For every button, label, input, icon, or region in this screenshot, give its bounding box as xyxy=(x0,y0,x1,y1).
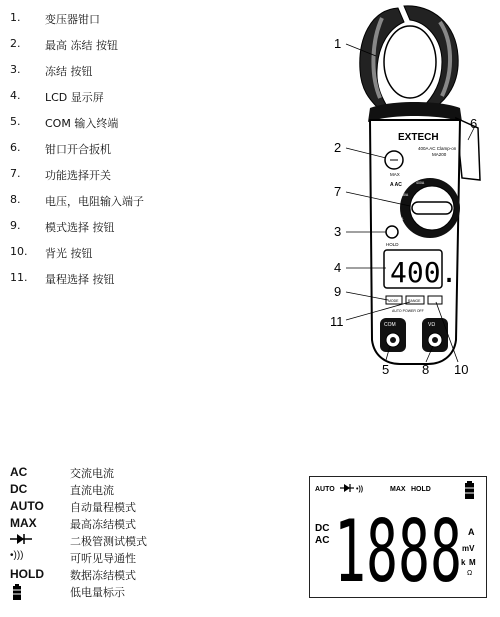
lcd-segments xyxy=(310,477,486,597)
lcd-unit-k: k xyxy=(461,558,466,567)
part-label: LCD 显示屏 xyxy=(45,91,104,104)
part-label: 变压器钳口 xyxy=(45,13,100,26)
vohm-label: VΩ xyxy=(428,322,436,328)
part-label: 功能选择开关 xyxy=(45,169,111,182)
com-label: COM xyxy=(384,322,396,328)
dial-label: V AC xyxy=(414,241,422,245)
legend-description: 二极管测试模式 xyxy=(70,535,147,548)
part-label: 最高 冻结 按钮 xyxy=(45,39,118,52)
part-label: 冻结 按钮 xyxy=(45,65,93,78)
lcd-unit-mv: mV xyxy=(462,544,475,553)
callout-number: 4 xyxy=(334,260,342,275)
max-button-label: MAX xyxy=(390,172,400,177)
part-label: COM 输入终端 xyxy=(45,117,119,130)
callout-number: 2 xyxy=(334,140,342,155)
part-number: 8. xyxy=(10,193,21,206)
callout-number: 7 xyxy=(334,184,342,199)
lcd-ac: AC xyxy=(315,535,330,546)
dial-label: V DC xyxy=(402,233,411,237)
brand-label: EXTECH xyxy=(398,132,439,143)
mode-button-label: MODE xyxy=(388,299,399,303)
part-number: 7. xyxy=(10,167,21,180)
continuity-icon: •))) xyxy=(10,550,24,561)
clamp-meter-illustration xyxy=(330,0,500,390)
part-number: 5. xyxy=(10,115,21,128)
legend-description: 数据冻结模式 xyxy=(70,569,136,582)
legend-symbol: MAX xyxy=(10,516,37,530)
model-label: MA200 xyxy=(432,152,447,157)
dial-label: 200A xyxy=(400,193,409,197)
legend-symbol: AUTO xyxy=(10,499,44,513)
hold-button xyxy=(386,226,398,238)
lcd-dc: DC xyxy=(315,523,330,534)
lcd-unit-a: A xyxy=(468,527,475,537)
legend-symbol: AC xyxy=(10,465,28,479)
dial-label: 400A xyxy=(416,181,425,185)
lcd-battery-icon xyxy=(465,481,474,499)
part-label: 背光 按钮 xyxy=(45,247,93,260)
meter-reading: 400. xyxy=(390,256,458,289)
part-label: 量程选择 按钮 xyxy=(45,273,115,286)
legend-symbol: DC xyxy=(10,482,28,496)
lcd-unit-ohm: Ω xyxy=(467,570,473,577)
callout-number: 3 xyxy=(334,224,342,239)
diode-icon xyxy=(10,533,65,548)
lcd-max: MAX xyxy=(390,486,406,493)
part-number: 10. xyxy=(10,245,28,258)
callout-number: 11 xyxy=(330,314,344,329)
part-number: 4. xyxy=(10,89,21,102)
lcd-unit-m: M xyxy=(469,558,476,567)
battery-icon xyxy=(10,584,65,603)
lcd-continuity-icon: •)) xyxy=(356,486,364,493)
model-label: 400A AC Clamp-on xyxy=(418,146,457,151)
legend-description: 最高冻结模式 xyxy=(70,518,136,531)
backlight-button xyxy=(428,296,442,304)
part-number: 3. xyxy=(10,63,21,76)
legend-description: 低电量标示 xyxy=(70,586,125,599)
part-number: 11. xyxy=(10,271,28,284)
legend-symbol: HOLD xyxy=(10,567,44,581)
part-number: 2. xyxy=(10,37,21,50)
dial-label: A AC xyxy=(390,182,402,188)
callout-number: 5 xyxy=(382,362,390,377)
legend-description: 直流电流 xyxy=(70,484,114,497)
lcd-auto: AUTO xyxy=(315,486,335,493)
legend-description: 交流电流 xyxy=(70,467,114,480)
part-number: 6. xyxy=(10,141,21,154)
callout-number: 9 xyxy=(334,284,342,299)
lcd-segment-diagram xyxy=(309,476,487,598)
legend-description: 自动量程模式 xyxy=(70,501,136,514)
range-button-label: RANGE xyxy=(408,299,421,303)
callout-number: 8 xyxy=(422,362,430,377)
auto-off-label: AUTO POWER OFF xyxy=(392,309,424,313)
lcd-hold: HOLD xyxy=(411,486,431,493)
dial-label: 2A xyxy=(399,217,404,221)
dial-label: OFF xyxy=(428,243,435,247)
lcd-diode-icon xyxy=(340,484,354,492)
lcd-digits: 1888 xyxy=(334,502,462,597)
callout-number: 1 xyxy=(334,36,342,51)
hold-button-label: HOLD xyxy=(386,242,399,247)
part-number: 9. xyxy=(10,219,21,232)
callout-number: 10 xyxy=(454,362,469,377)
part-label: 电压，电阻输入端子 xyxy=(45,195,144,208)
legend-description: 可听见导通性 xyxy=(70,552,136,565)
jaw xyxy=(360,6,458,108)
part-label: 钳口开合扳机 xyxy=(45,143,111,156)
part-number: 1. xyxy=(10,11,21,24)
part-label: 模式选择 按钮 xyxy=(45,221,115,234)
callout-number: 6 xyxy=(470,116,478,131)
